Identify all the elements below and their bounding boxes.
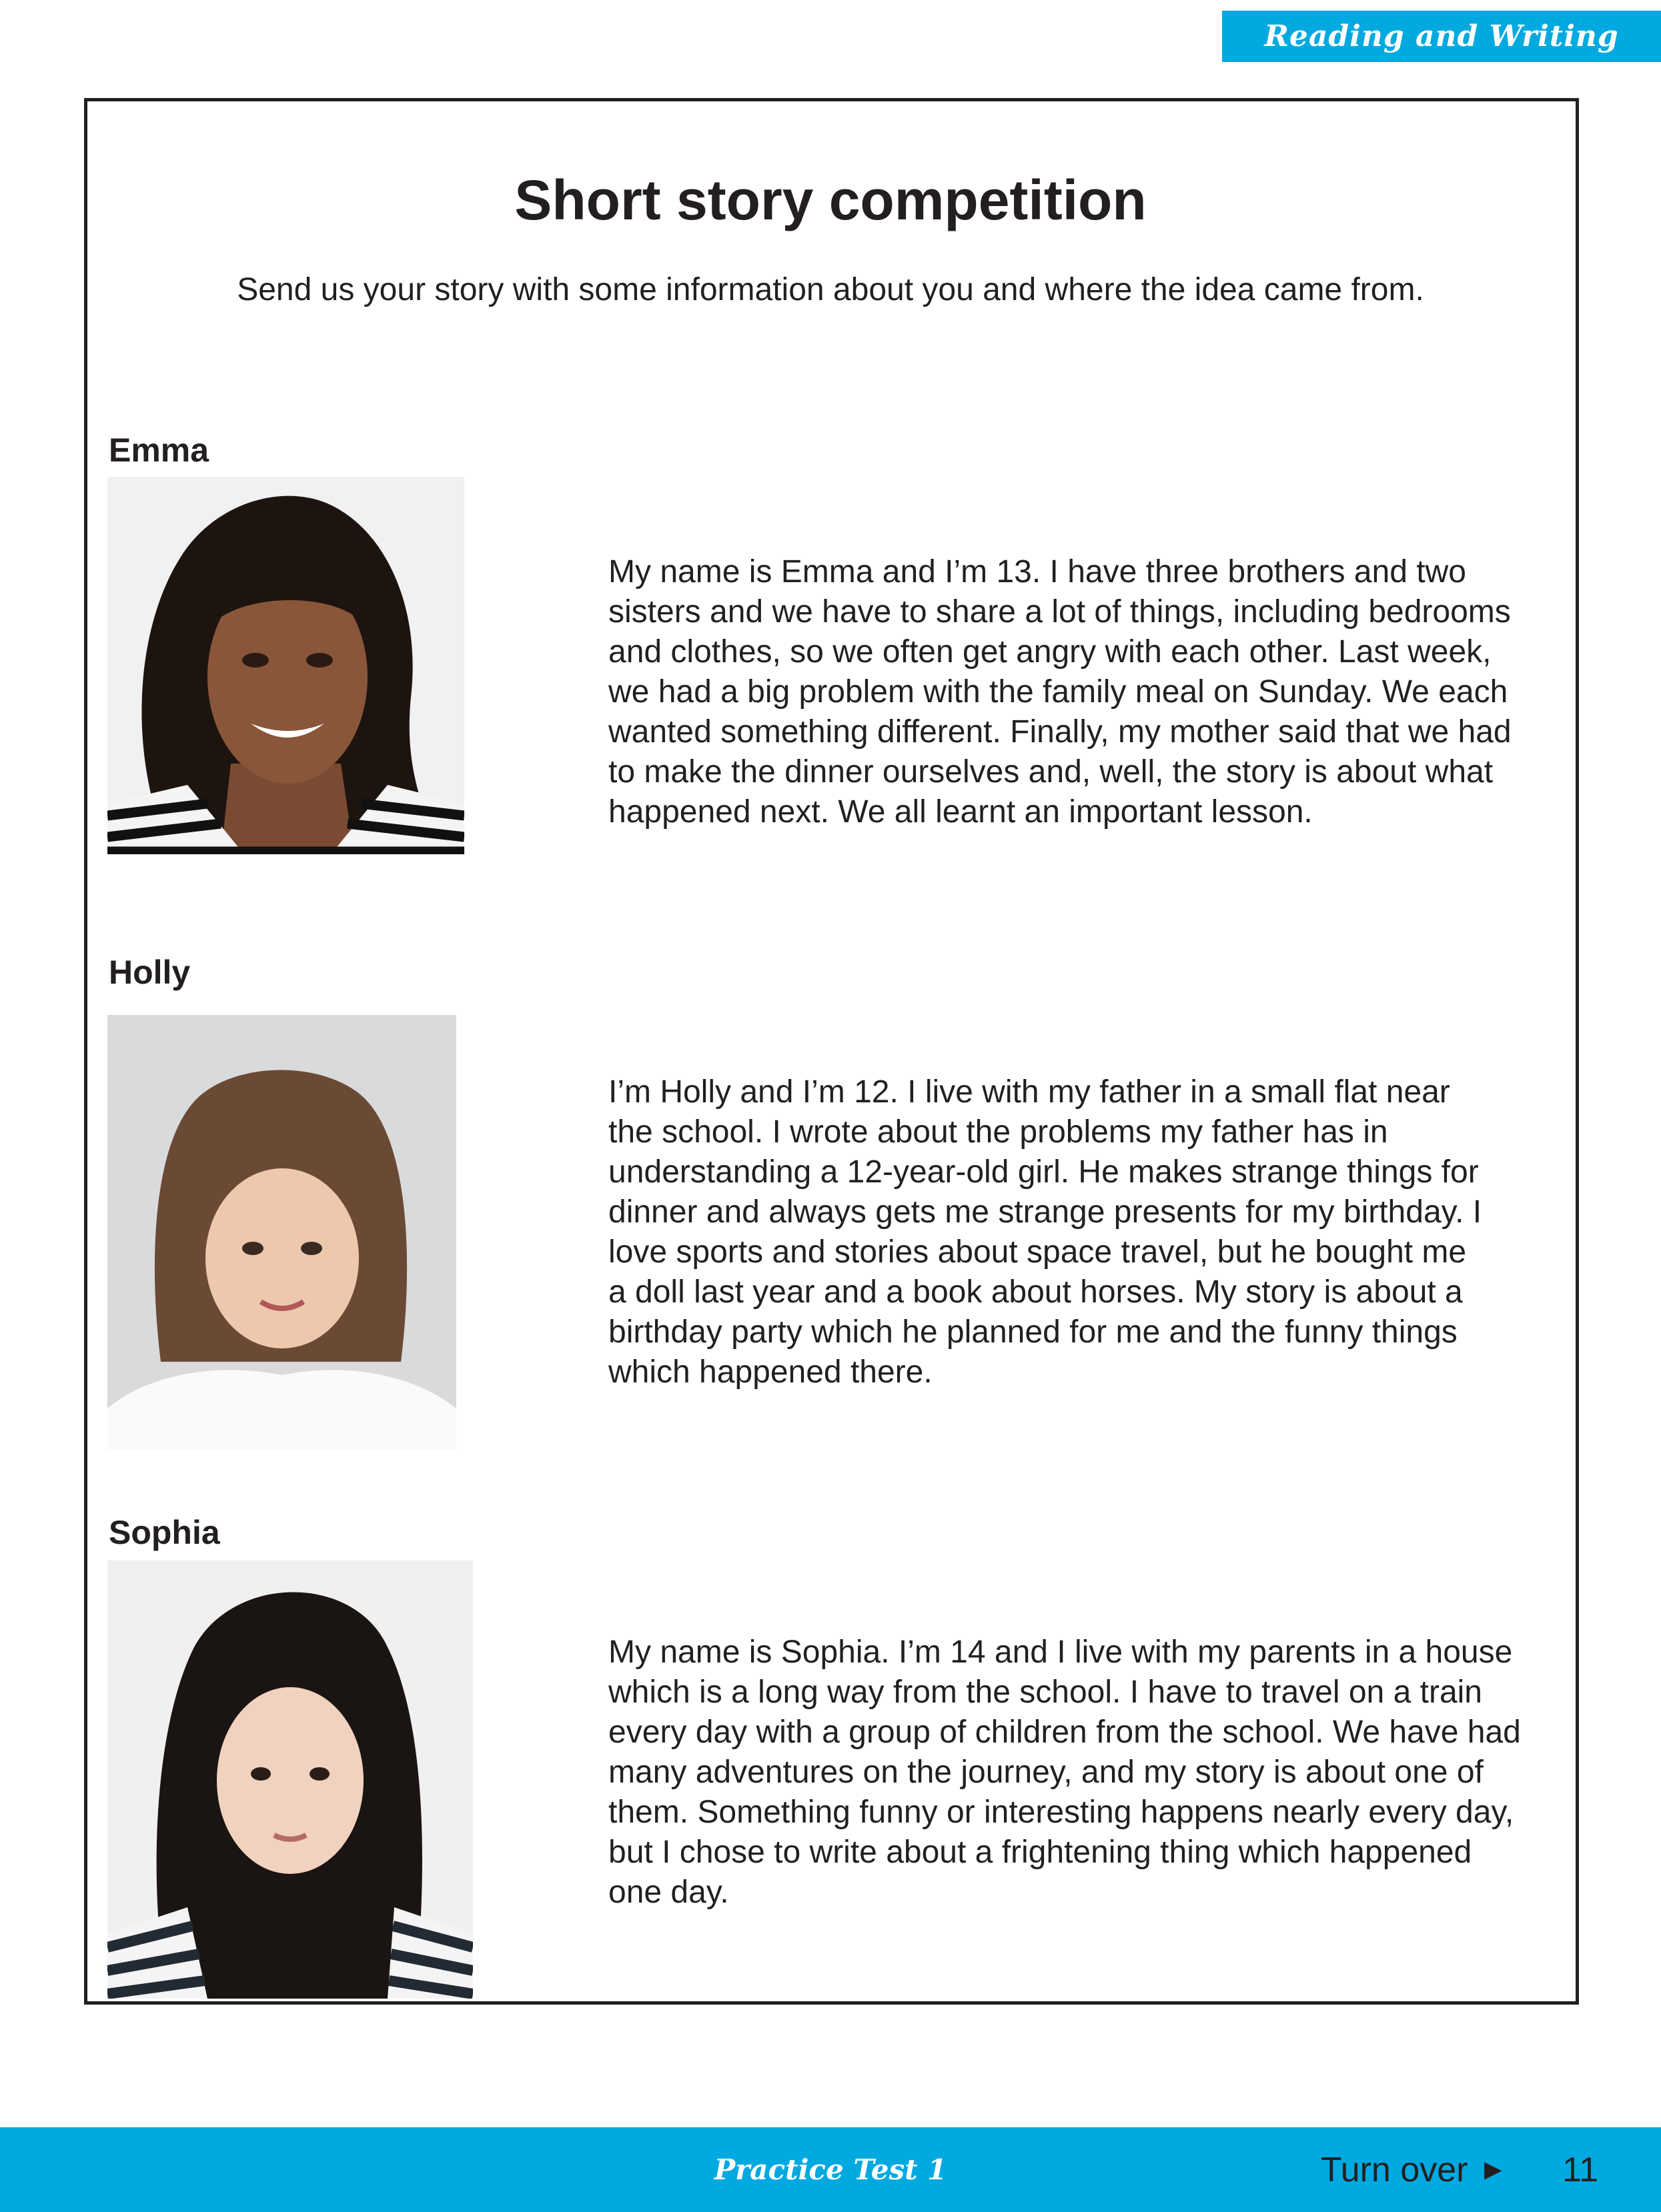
sophia-photo [107, 1560, 473, 1999]
turn-over-label: Turn over [1320, 2150, 1468, 2189]
section-tab: Reading and Writing [1222, 11, 1661, 62]
right-arrow-icon: ► [1478, 2153, 1508, 2186]
entry-name-emma: Emma [109, 431, 209, 469]
footer-bar [0, 2127, 1661, 2212]
turn-over [1321, 2127, 1508, 2212]
entry-text-emma: My name is Emma and I’m 13. I have three brothers and two sisters and we have to share a lot of things, including bedrooms and clothes, so we often get angry with each other. Last week, we had a big problem with the family meal on Sunday. We each wanted something different. Finally, my mother said that we had to make the dinner ourselves and, well, the story is about what happened next. We all learnt an important lesson. [608, 554, 1512, 830]
holly-photo [107, 1015, 456, 1450]
entry-name-holly: Holly [109, 954, 191, 991]
article-title: Short story competition [514, 169, 1147, 231]
article-intro: Send us your story with some information about you and where the idea came from. [237, 272, 1424, 307]
entry-name-sophia: Sophia [109, 1514, 220, 1551]
emma-photo [107, 477, 464, 854]
entry-text-holly: I’m Holly and I’m 12. I live with my father in a small flat near the school. I wrote about the problems my father has in understanding a 12-year-old girl. He makes strange things for dinner and always gets me strange presents for my birthday. I love sports and stories about space travel, but he bought me a doll last year and a book about horses. My story is about a birthday party which he planned for me and the funny things which happened there. [608, 1074, 1482, 1390]
entry-text-sophia: My name is Sophia. I’m 14 and I live with my parents in a house which is a long way from the school. I have to travel on a train every day with a group of children from the school. We have had many adventures on the journey, and my story is about one of them. Something funny or interesting happens nearly every day, but I chose to write about a frightening thing which happened one day. [608, 1634, 1521, 1910]
footer-label: Practice Test 1 [714, 2153, 947, 2186]
page-number: 11 [1562, 2150, 1598, 2189]
